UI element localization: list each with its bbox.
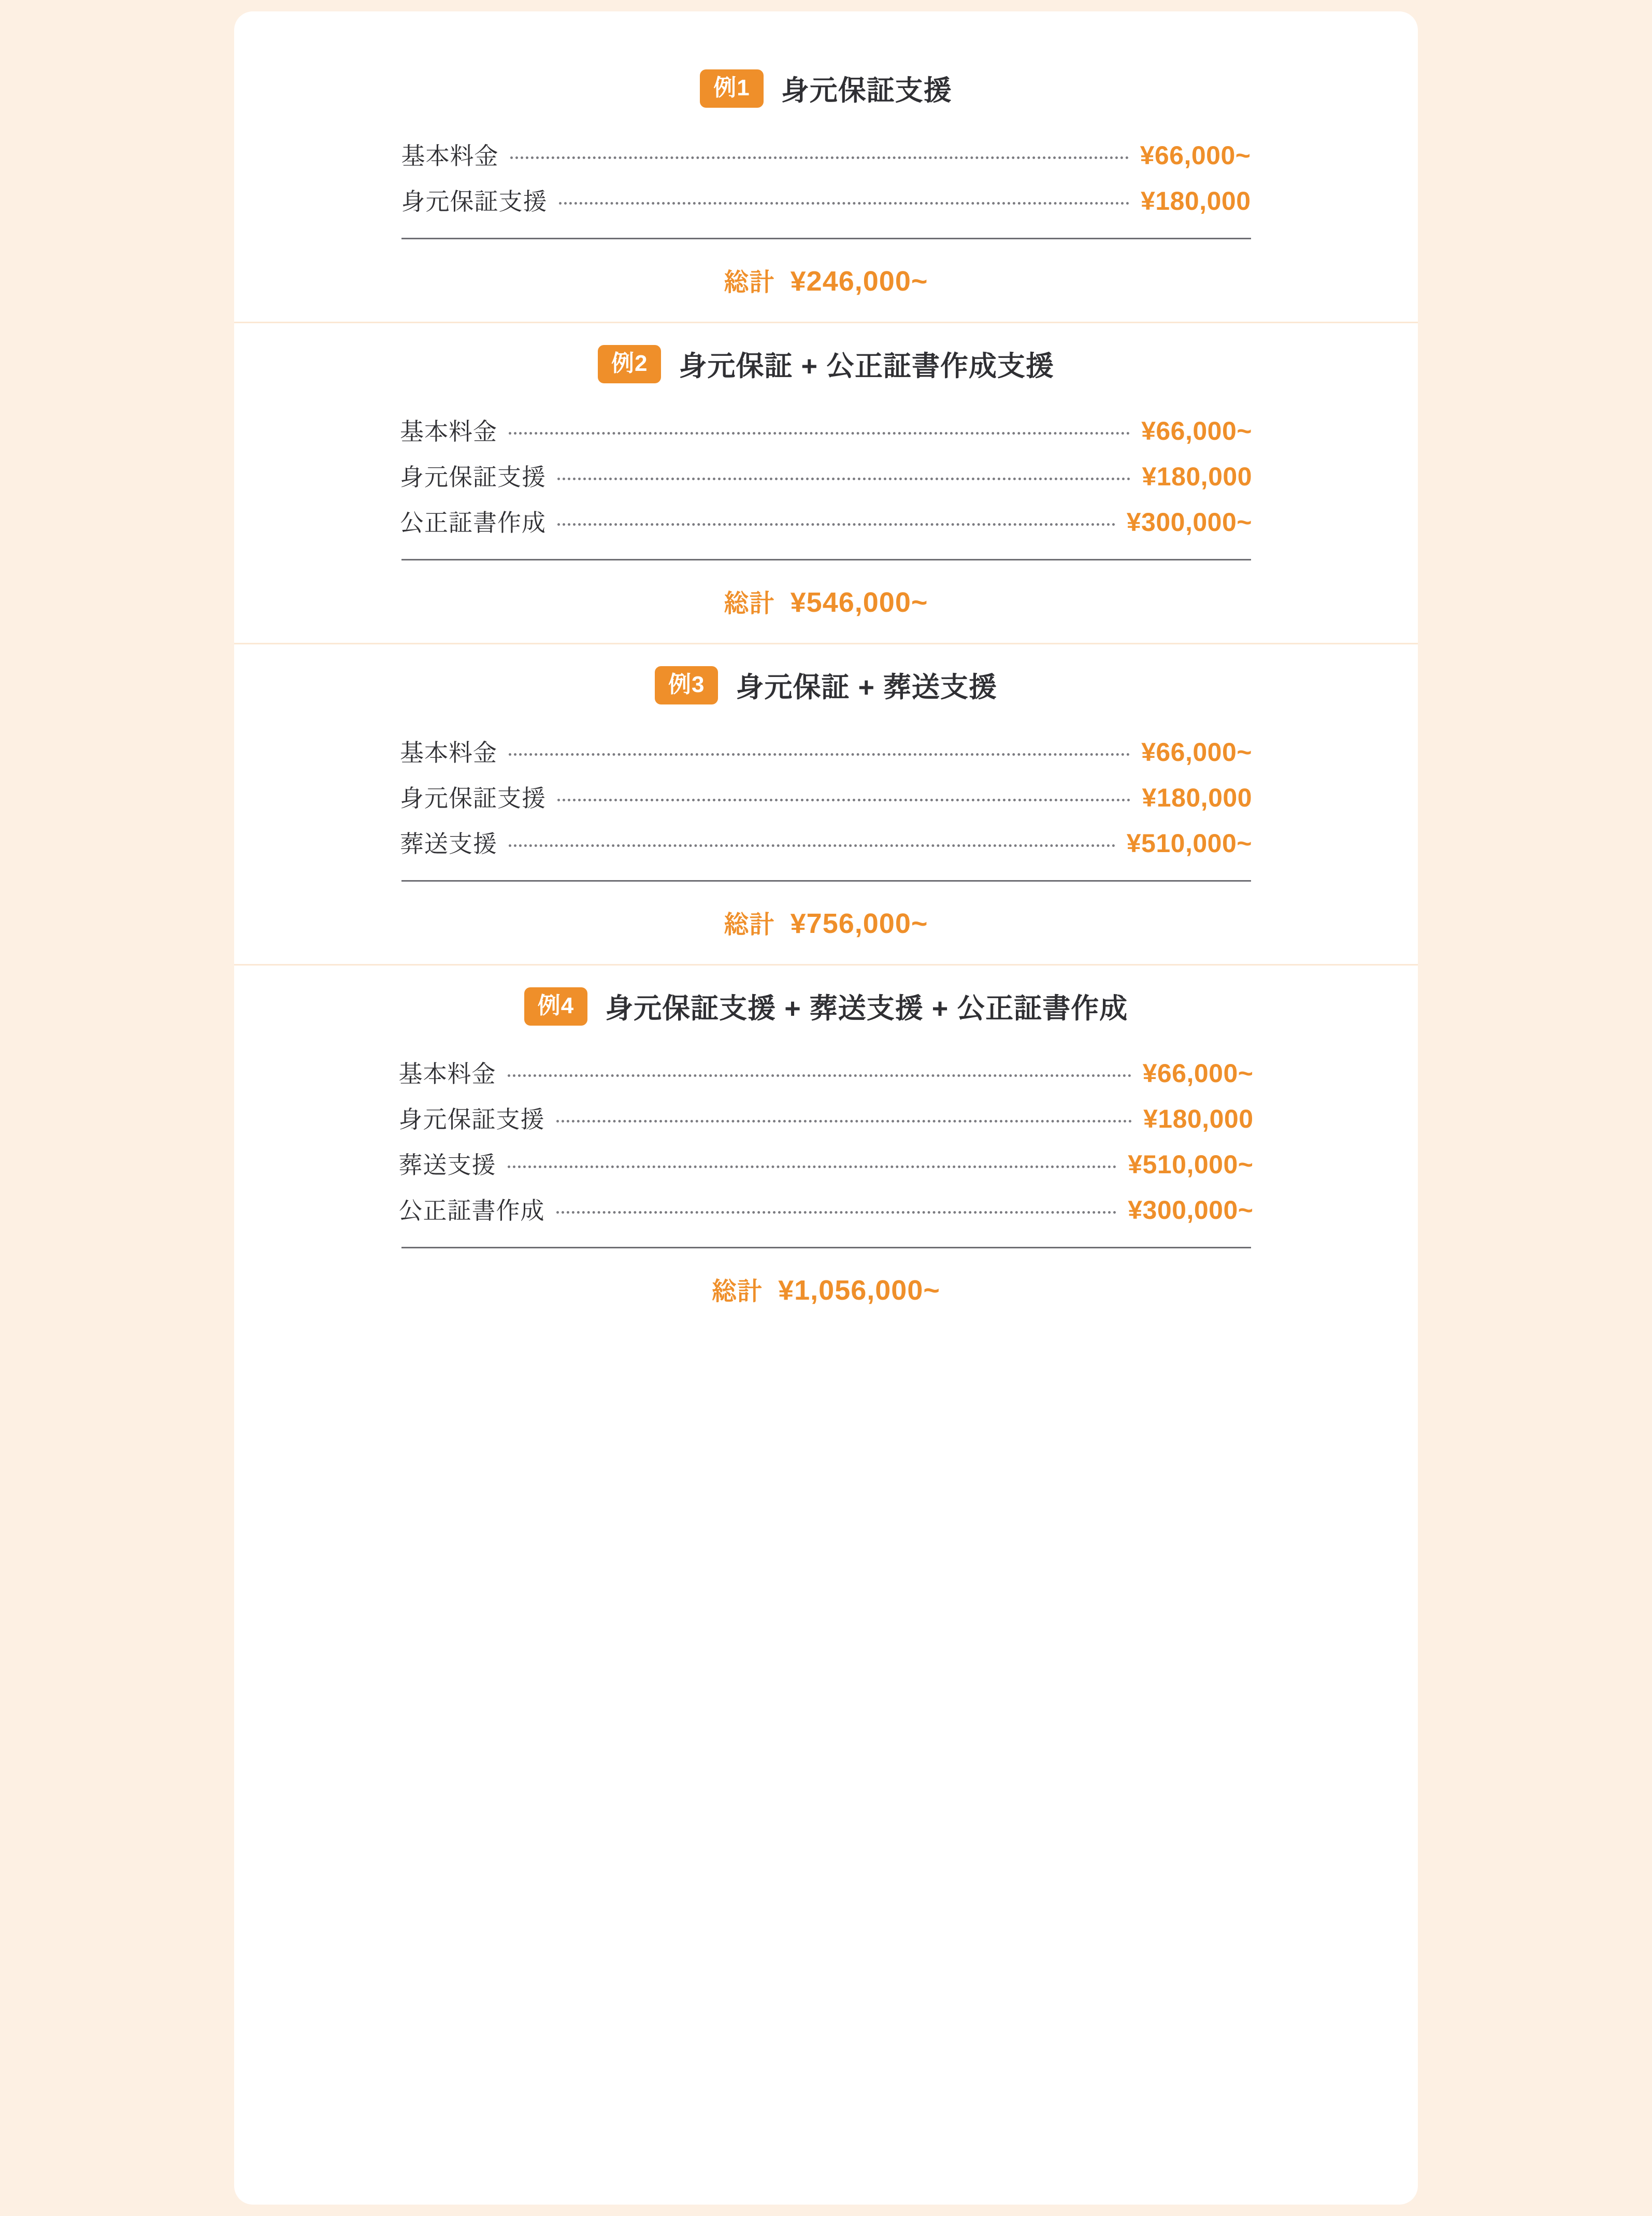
price-row-label: 身元保証支援 <box>400 464 546 491</box>
leader-dots <box>510 156 1129 159</box>
total-value: ¥1,056,000~ <box>778 1275 940 1306</box>
price-row <box>399 1055 1254 1089</box>
price-row <box>401 183 1251 217</box>
total-divider <box>401 238 1251 239</box>
example-badge: 例1 <box>700 69 763 108</box>
pricing-example-4 <box>234 964 1418 1331</box>
example-total <box>234 262 1418 298</box>
leader-dots <box>556 1119 1132 1123</box>
price-row-value: ¥180,000 <box>1142 783 1252 812</box>
leader-dots <box>509 753 1130 756</box>
price-rows <box>401 137 1251 217</box>
total-divider <box>401 1247 1251 1248</box>
price-rows <box>399 1055 1254 1226</box>
price-row-value: ¥300,000~ <box>1128 1196 1254 1225</box>
leader-dots <box>509 844 1115 847</box>
example-title: 身元保証支援 <box>781 75 952 106</box>
price-row-value: ¥66,000~ <box>1141 416 1252 445</box>
price-rows <box>400 734 1252 859</box>
total-value: ¥246,000~ <box>790 266 928 297</box>
total-label: 総計 <box>724 590 775 617</box>
total-label: 総計 <box>712 1278 763 1305</box>
leader-dots <box>557 477 1130 480</box>
example-title: 身元保証支援 + 葬送支援 + 公正証書作成 <box>605 993 1128 1024</box>
price-row-value: ¥510,000~ <box>1128 1150 1254 1179</box>
price-row <box>400 825 1252 859</box>
price-row-label: 基本料金 <box>400 739 497 766</box>
example-total <box>234 1271 1418 1307</box>
pricing-example-2 <box>234 322 1418 643</box>
price-row-label: 葬送支援 <box>398 1152 496 1178</box>
example-badge: 例2 <box>598 345 661 383</box>
price-row-value: ¥300,000~ <box>1126 508 1252 537</box>
leader-dots <box>559 202 1129 205</box>
price-row-label: 公正証書作成 <box>398 1197 545 1224</box>
price-row-value: ¥180,000 <box>1142 462 1252 491</box>
example-total <box>234 583 1418 619</box>
leader-dots <box>508 1165 1117 1168</box>
example-badge: 例4 <box>524 987 587 1026</box>
price-row <box>400 780 1252 814</box>
price-row <box>400 504 1252 538</box>
total-divider <box>401 880 1251 882</box>
pricing-card <box>234 11 1418 2205</box>
price-row-label: 身元保証支援 <box>401 188 548 215</box>
example-title: 身元保証 + 公正証書作成支援 <box>679 351 1055 382</box>
price-row-label: 基本料金 <box>400 418 497 445</box>
price-row <box>399 1146 1254 1181</box>
example-total <box>234 904 1418 940</box>
leader-dots <box>556 1211 1117 1214</box>
example-title: 身元保証 + 葬送支援 <box>736 672 998 703</box>
leader-dots <box>508 1074 1131 1077</box>
leader-dots <box>557 798 1130 801</box>
leader-dots <box>557 523 1115 526</box>
price-row-value: ¥510,000~ <box>1126 829 1252 858</box>
pricing-example-3 <box>234 643 1418 964</box>
leader-dots <box>509 431 1130 435</box>
example-header <box>234 68 1418 108</box>
price-row-value: ¥180,000 <box>1140 186 1251 215</box>
price-row <box>400 413 1252 447</box>
price-row-label: 身元保証支援 <box>400 785 546 812</box>
price-row-value: ¥66,000~ <box>1142 1059 1254 1088</box>
example-header <box>234 665 1418 705</box>
price-rows <box>400 413 1252 538</box>
price-row-label: 身元保証支援 <box>398 1106 545 1133</box>
total-value: ¥756,000~ <box>790 908 928 939</box>
price-row <box>400 734 1252 768</box>
example-header <box>234 986 1418 1026</box>
price-row <box>400 458 1252 493</box>
pricing-example-1 <box>234 48 1418 322</box>
price-row-value: ¥180,000 <box>1143 1104 1254 1133</box>
price-row <box>399 1192 1254 1226</box>
price-row-label: 公正証書作成 <box>400 509 546 536</box>
price-row-label: 葬送支援 <box>400 830 497 857</box>
total-divider <box>401 559 1251 560</box>
total-label: 総計 <box>724 269 775 296</box>
total-label: 総計 <box>724 911 775 939</box>
price-row <box>399 1101 1254 1135</box>
example-badge: 例3 <box>655 666 718 704</box>
price-row <box>401 137 1251 171</box>
price-row-value: ¥66,000~ <box>1141 738 1252 767</box>
price-row-value: ¥66,000~ <box>1140 141 1251 170</box>
total-value: ¥546,000~ <box>790 587 928 618</box>
price-row-label: 基本料金 <box>401 142 499 169</box>
example-header <box>234 344 1418 384</box>
price-row-label: 基本料金 <box>398 1060 496 1087</box>
